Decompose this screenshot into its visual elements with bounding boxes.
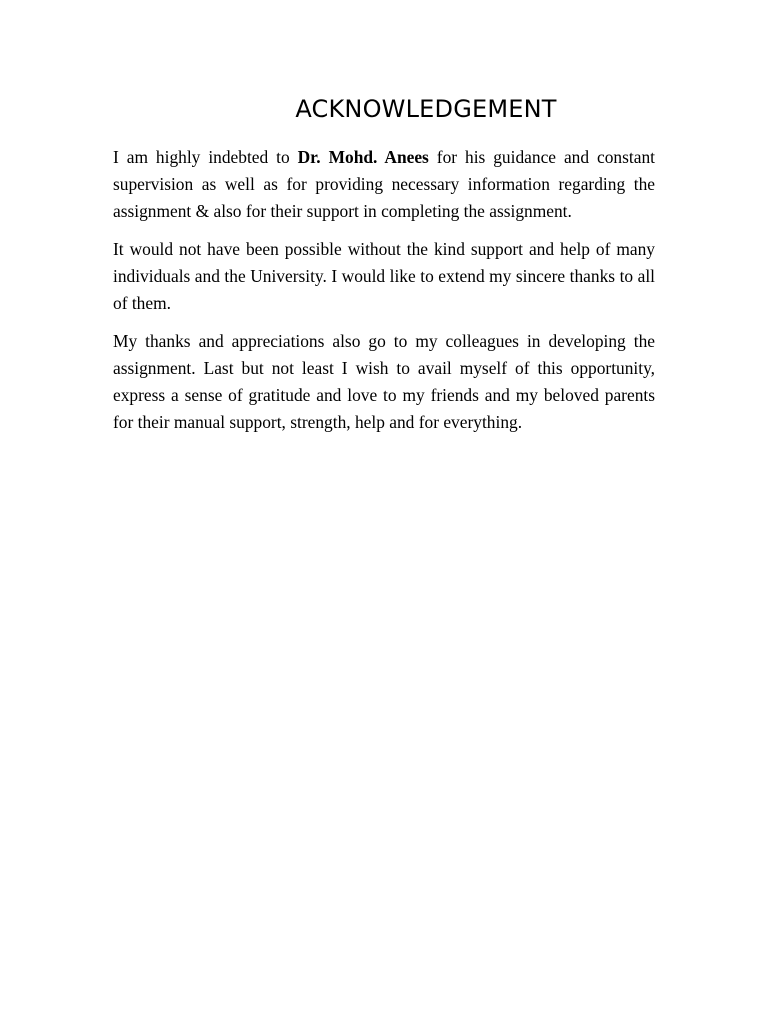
page-title: ACKNOWLEDGEMENT [295, 95, 557, 123]
paragraph-guidance [113, 144, 655, 225]
paragraph-support: It would not have been possible without the kind support and help of many individuals and the University. I would like to extend my sincere thanks to all of them. [113, 239, 655, 313]
document-body [113, 144, 655, 447]
supervisor-name: Dr. Mohd. Anees [297, 147, 429, 167]
paragraph-guidance-rest: for his guidance and constant supervision as well as for providing necessary information regarding the assignment & also for their support in completing the assignment. [113, 147, 655, 221]
paragraph-thanks: My thanks and appreciations also go to my colleagues in developing the assignment. Last but not least I wish to avail myself of this opportunity, express a sense of gratitude and love to my friends and my beloved parents for their manual support, strength, help and for everything. [113, 331, 655, 432]
paragraph-guidance-intro: I am highly indebted to [113, 147, 298, 167]
